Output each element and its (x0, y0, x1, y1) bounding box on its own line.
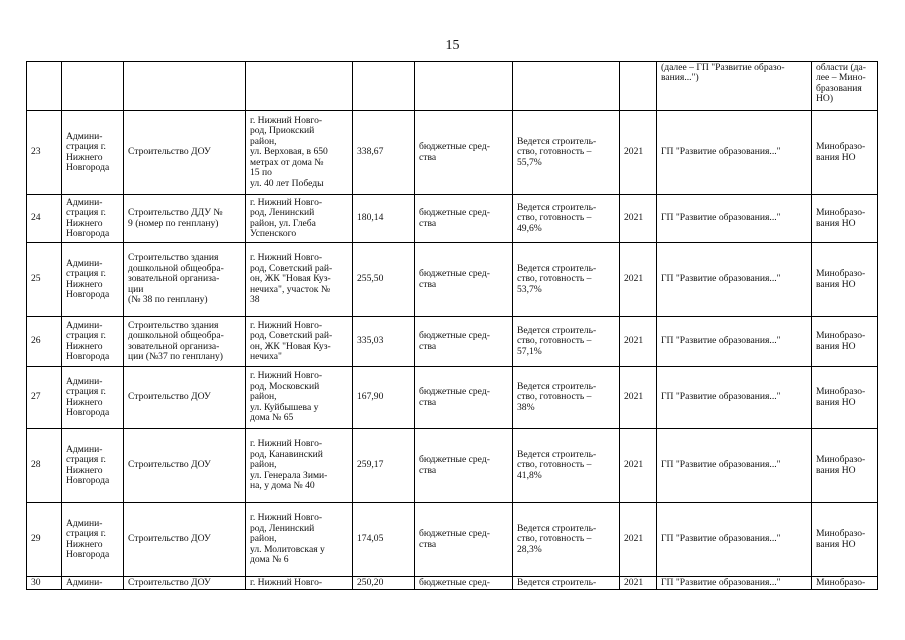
status-cell: Ведется строитель- ство, готовность – 57,1% (513, 317, 620, 367)
agency-cell: Минобразо- вания НО (812, 317, 878, 367)
table-row (27, 367, 878, 429)
address-cell: г. Нижний Новго- род, Советский рай- он, ЖК "Новая Куз- нечиха" (246, 317, 353, 367)
address-cell: г. Нижний Новго- род, Канавинский район, ул. Генерала Зими- на, у дома № 40 (246, 429, 353, 503)
program-note: (далее – ГП "Развитие образо- вания...") (657, 62, 812, 111)
status-cell: Ведется строитель- ство, готовность – 38% (513, 367, 620, 429)
address-cell: г. Нижний Новго- род, Советский рай- он, ЖК "Новая Куз- нечиха", участок № 38 (246, 243, 353, 317)
year-cell: 2021 (620, 317, 657, 367)
organization-cell: Админи- страция г. Нижнего Новгорода (62, 317, 124, 367)
amount-cell: 180,14 (353, 195, 415, 243)
object-name-cell: Строительство здания дошкольной общеобра- зовательной организа- ции (№37 по генплану) (124, 317, 246, 367)
address-cell: г. Нижний Новго- род, Московский район, ул. Куйбышева у дома № 65 (246, 367, 353, 429)
amount-cell: 338,67 (353, 111, 415, 195)
agency-cell: Минобразо- вания НО (812, 503, 878, 577)
program-cell: ГП "Развитие образования..." (657, 317, 812, 367)
program-cell: ГП "Развитие образования..." (657, 243, 812, 317)
amount-cell: 335,03 (353, 317, 415, 367)
funding-source-cell: бюджетные сред- ства (415, 503, 513, 577)
organization-cell: Админи- страция г. Нижнего Новгорода (62, 503, 124, 577)
row-number-cell: 23 (27, 111, 62, 195)
address-cell: г. Нижний Новго- (246, 577, 353, 590)
status-cell: Ведется строитель- ство, готовность – 28,3% (513, 503, 620, 577)
year-cell: 2021 (620, 367, 657, 429)
funding-source-cell: бюджетные сред- ства (415, 367, 513, 429)
table-row (27, 317, 878, 367)
row-number-cell: 25 (27, 243, 62, 317)
program-cell: ГП "Развитие образования..." (657, 111, 812, 195)
table-row (27, 243, 878, 317)
agency-cell: Минобразо- вания НО (812, 111, 878, 195)
organization-cell: Админи- страция г. Нижнего Новгорода (62, 243, 124, 317)
amount-cell: 250,20 (353, 577, 415, 590)
year-cell: 2021 (620, 243, 657, 317)
status-cell: Ведется строитель- ство, готовность – 41,8% (513, 429, 620, 503)
program-cell: ГП "Развитие образования..." (657, 367, 812, 429)
program-cell: ГП "Развитие образования..." (657, 577, 812, 590)
table-row (27, 577, 878, 590)
agency-cell: Минобразо- вания НО (812, 195, 878, 243)
header-continuation-row (27, 62, 878, 111)
program-cell: ГП "Развитие образования..." (657, 195, 812, 243)
object-name-cell: Строительство здания дошкольной общеобра- зовательной организа- ции (№ 38 по генплану) (124, 243, 246, 317)
organization-cell: Админи- страция г. Нижнего Новгорода (62, 111, 124, 195)
object-name-cell: Строительство ДДУ № 9 (номер по генплану) (124, 195, 246, 243)
agency-cell: Минобразо- вания НО (812, 367, 878, 429)
status-cell: Ведется строитель- ство, готовность – 49,6% (513, 195, 620, 243)
row-number-cell: 24 (27, 195, 62, 243)
address-cell: г. Нижний Новго- род, Ленинский район, ул. Молитовская у дома № 6 (246, 503, 353, 577)
address-cell: г. Нижний Новго- род, Приокский район, ул. Верховая, в 650 метрах от дома № 15 по ул. 40 лет Победы (246, 111, 353, 195)
organization-cell: Админи- (62, 577, 124, 590)
table-row (27, 195, 878, 243)
agency-cell: Минобразо- (812, 577, 878, 590)
status-cell: Ведется строитель- ство, готовность – 53,7% (513, 243, 620, 317)
address-cell: г. Нижний Новго- род, Ленинский район, ул. Глеба Успенского (246, 195, 353, 243)
table-row (27, 503, 878, 577)
amount-cell: 167,90 (353, 367, 415, 429)
year-cell: 2021 (620, 195, 657, 243)
table-row (27, 429, 878, 503)
row-number-cell: 30 (27, 577, 62, 590)
projects-table (26, 61, 878, 590)
funding-source-cell: бюджетные сред- (415, 577, 513, 590)
row-number-cell: 28 (27, 429, 62, 503)
amount-cell: 259,17 (353, 429, 415, 503)
object-name-cell: Строительство ДОУ (124, 503, 246, 577)
page-number: 15 (445, 38, 460, 53)
table-row (27, 111, 878, 195)
year-cell: 2021 (620, 429, 657, 503)
funding-source-cell: бюджетные сред- ства (415, 195, 513, 243)
object-name-cell: Строительство ДОУ (124, 429, 246, 503)
row-number-cell: 29 (27, 503, 62, 577)
object-name-cell: Строительство ДОУ (124, 111, 246, 195)
row-number-cell: 27 (27, 367, 62, 429)
organization-cell: Админи- страция г. Нижнего Новгорода (62, 429, 124, 503)
year-cell: 2021 (620, 503, 657, 577)
funding-source-cell: бюджетные сред- ства (415, 243, 513, 317)
funding-source-cell: бюджетные сред- ства (415, 317, 513, 367)
agency-cell: Минобразо- вания НО (812, 429, 878, 503)
program-cell: ГП "Развитие образования..." (657, 429, 812, 503)
amount-cell: 174,05 (353, 503, 415, 577)
organization-cell: Админи- страция г. Нижнего Новгорода (62, 195, 124, 243)
year-cell: 2021 (620, 577, 657, 590)
status-cell: Ведется строитель- (513, 577, 620, 590)
row-number-cell: 26 (27, 317, 62, 367)
agency-note: области (да- лее – Мино- бразования НО) (812, 62, 878, 111)
status-cell: Ведется строитель- ство, готовность – 55,7% (513, 111, 620, 195)
amount-cell: 255,50 (353, 243, 415, 317)
program-cell: ГП "Развитие образования..." (657, 503, 812, 577)
agency-cell: Минобразо- вания НО (812, 243, 878, 317)
object-name-cell: Строительство ДОУ (124, 367, 246, 429)
funding-source-cell: бюджетные сред- ства (415, 429, 513, 503)
year-cell: 2021 (620, 111, 657, 195)
funding-source-cell: бюджетные сред- ства (415, 111, 513, 195)
organization-cell: Админи- страция г. Нижнего Новгорода (62, 367, 124, 429)
object-name-cell: Строительство ДОУ (124, 577, 246, 590)
